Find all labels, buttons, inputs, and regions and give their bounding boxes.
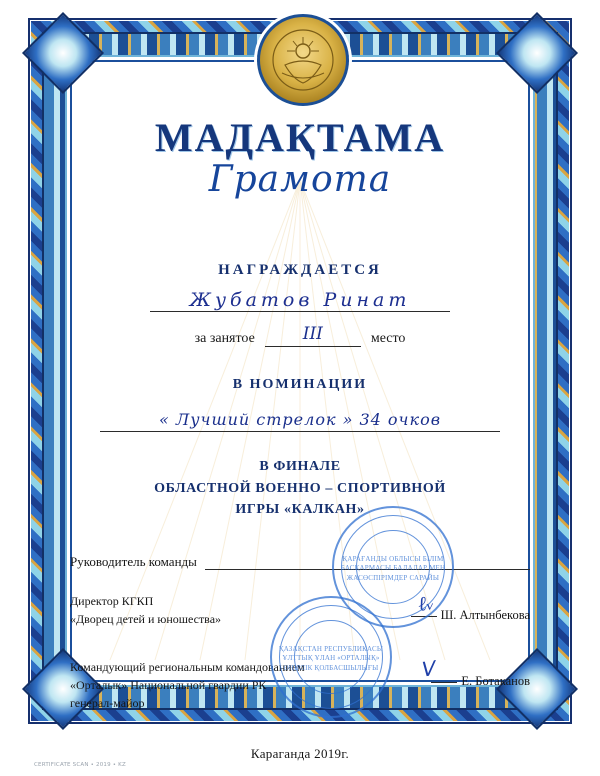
title-russian: Грамота [208, 159, 392, 200]
signature-1-organization [70, 592, 221, 628]
signature-2-handwritten-mark: ᐯ [418, 656, 436, 682]
title-kazakh: МАДАҚТАМА [154, 115, 446, 160]
signature-2-organization [70, 658, 305, 712]
place-suffix-label: место [370, 331, 406, 346]
signature-block-1 [70, 592, 530, 628]
place-row [70, 326, 530, 347]
recipient-name-rule [150, 289, 450, 312]
signature-2-org-line-1: Командующий региональным командованием [70, 660, 305, 675]
final-line-1: В ФИНАЛЕ [259, 459, 341, 474]
awarded-label: НАГРАЖДАЕТСЯ [218, 262, 382, 278]
city-date: Караганда 2019г. [250, 746, 350, 762]
team-leader-label: Руководитель команды [70, 554, 197, 570]
signature-1-handwritten-mark: ℓᵥ [416, 590, 436, 617]
signature-2-signer-area [380, 658, 530, 691]
signature-block-2 [70, 658, 530, 712]
place-value-blank [265, 326, 361, 347]
team-leader-row [70, 547, 530, 570]
signature-2-org-line-2: «Орталык» Национальной гвардии РК [70, 678, 267, 693]
recipient-name-row [70, 289, 530, 312]
place-value-handwritten: III [302, 324, 323, 344]
team-leader-blank [205, 547, 530, 570]
signature-1-signer: Ш. Алтынбекова [440, 608, 530, 623]
certificate-content [70, 52, 530, 762]
stamp-palace-of-children-text: ҚАРАҒАНДЫ ОБЛЫСЫ БІЛІМ БАСҚАРМАСЫ БАЛАЛАР МЕН ЖАСӨСПІРІМДЕР САРАЙЫ [340, 555, 446, 582]
kazakhstan-state-emblem-icon [257, 14, 349, 106]
signature-2-org-line-3: генерал-майор [70, 696, 145, 711]
signature-1-signer-area [380, 592, 530, 625]
stamp-national-guard-text: ҚАЗАҚСТАН РЕСПУБЛИКАСЫ ҰЛТТЫҚ ҰЛАН «ОРТАЛЫҚ» ӨҢІРЛІК ҚОЛБАСШЫЛЫҒЫ [278, 645, 384, 672]
final-line-3: ИГРЫ «КАЛКАН» [235, 502, 365, 518]
nomination-label: В НОМИНАЦИИ [232, 377, 368, 392]
place-prefix-label: за занятое [194, 331, 255, 346]
final-block [70, 456, 530, 521]
signature-1-org-line-1: Директор КГКП [70, 594, 154, 609]
nomination-handwritten: « Лучший стрелок » 34 очков [158, 410, 442, 429]
final-line-2: ОБЛАСТНОЙ ВОЕННО – СПОРТИВНОЙ [154, 480, 446, 496]
signature-1-org-line-2: «Дворец детей и юношества» [70, 612, 222, 627]
recipient-name-handwritten: Жубатов Ринат [189, 289, 411, 311]
nomination-blank [100, 407, 500, 432]
footer-scan-code: CERTIFICATE SCAN • 2019 • KZ [34, 762, 126, 768]
signature-2-signer: Е. Ботаканов [461, 674, 530, 689]
